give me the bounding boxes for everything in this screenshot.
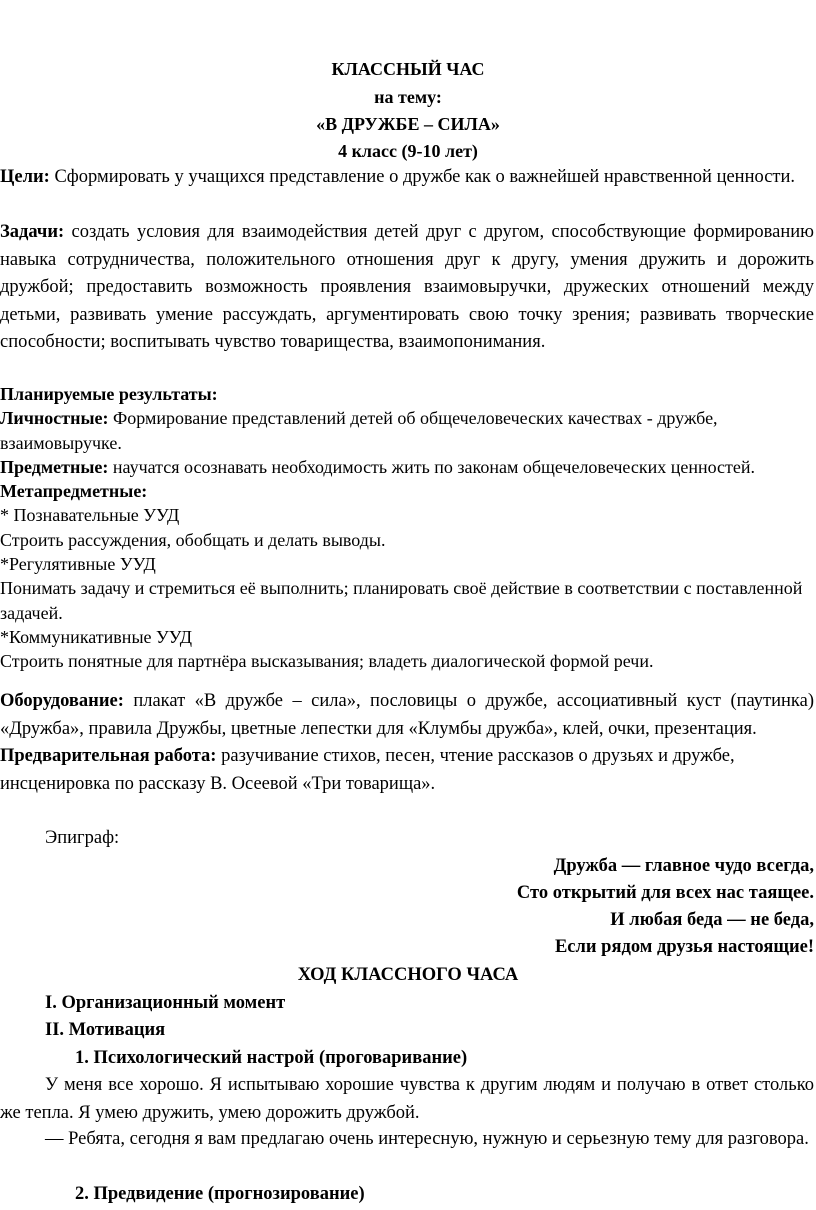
subject-label: Предметные: [0,456,109,477]
subject-result [0,455,814,479]
section-2-2-heading: 2. Предвидение (прогнозирование) [75,1184,365,1204]
personal-result [0,406,814,455]
subject-text: научатся осознавать необходимость жить по законам общечеловеческих ценностей. [108,456,756,477]
intro-paragraph: — Ребята, сегодня я вам предлагаю очень интересную, нужную и серьезную тему для разговора. [45,1129,809,1149]
results-section [0,382,814,674]
epigraph-line: Если рядом друзья настоящие! [554,937,814,957]
doc-title: КЛАССНЫЙ ЧАС [331,59,485,79]
section-1-heading: I. Организационный момент [45,993,286,1013]
doc-subtitle: на тему: [374,87,442,107]
equipment-paragraph [0,688,814,743]
tasks-text: создать условия для взаимодействия детей друг с другом, способствующие формированию навыка сотрудничества, положительного отношения друг к другу, умения дружить и дорожить дружбой; предоставить возможность проявления взаимовыручки, дружеских отношений между детьми, развивать умение рассуждать, аргументировать свою точку зрения; развивать творческие способности; воспитывать чувство товарищества, взаимопонимания. [0,222,814,352]
tasks-paragraph [0,219,814,357]
equipment-text: плакат «В дружбе – сила», пословицы о дружбе, ассоциативный куст (паутинка) «Дружба», правила Дружбы, цветные лепестки для «Клумбы дружба», клей, очки, презентация. [0,691,814,739]
personal-text: Формирование представлений детей об общечеловеческих качествах - дружбе, взаимовыручке. [0,408,718,453]
section-2-1-heading: 1. Психологический настрой (проговаривание) [75,1048,468,1068]
goals-paragraph [0,164,814,192]
personal-label: Личностные: [0,408,109,429]
course-heading: ХОД КЛАССНОГО ЧАСА [297,965,519,985]
doc-grade: 4 класс (9-10 лет) [338,141,478,161]
communicative-text: Строить понятные для партнёра высказывания; владеть диалогической формой речи. [0,651,654,672]
section-2-heading: II. Мотивация [45,1020,166,1040]
goals-text: Сформировать у учащихся представление о дружбе как о важнейшей нравственной ценности. [49,167,796,187]
results-heading: Планируемые результаты: [0,384,218,404]
prep-text: разучивание стихов, песен, чтение рассказов о друзьях и дружбе, инсценировка по рассказу В. Осеевой «Три товарища». [0,746,735,794]
meta-label: Метапредметные: [0,481,148,502]
regulative-text: Понимать задачу и стремиться её выполнить; планировать своё действие в соответствии с поставленной задачей. [0,578,803,623]
prep-paragraph [0,743,814,798]
epigraph-line: Дружба — главное чудо всегда, [553,856,814,876]
affirmation-paragraph: У меня все хорошо. Я испытываю хорошие чувства к другим людям и получаю в ответ столько же тепла. Я умею дружить, умею дорожить дружбой. [0,1075,814,1123]
prep-label: Предварительная работа: [0,746,217,766]
doc-topic: «В ДРУЖБЕ – СИЛА» [316,114,500,134]
tasks-label: Задачи: [0,222,65,242]
goals-label: Цели: [0,167,50,187]
regulative-heading: *Регулятивные УУД [0,554,156,575]
epigraph-line: И любая беда — не беда, [610,910,814,930]
epigraph-label: Эпиграф: [45,828,120,848]
equipment-label: Оборудование: [0,691,124,711]
cognitive-heading: * Познавательные УУД [0,505,180,526]
cognitive-text: Строить рассуждения, обобщать и делать выводы. [0,529,386,550]
communicative-heading: *Коммуникативные УУД [0,626,192,647]
epigraph-line: Сто открытий для всех нас таящее. [516,883,814,903]
